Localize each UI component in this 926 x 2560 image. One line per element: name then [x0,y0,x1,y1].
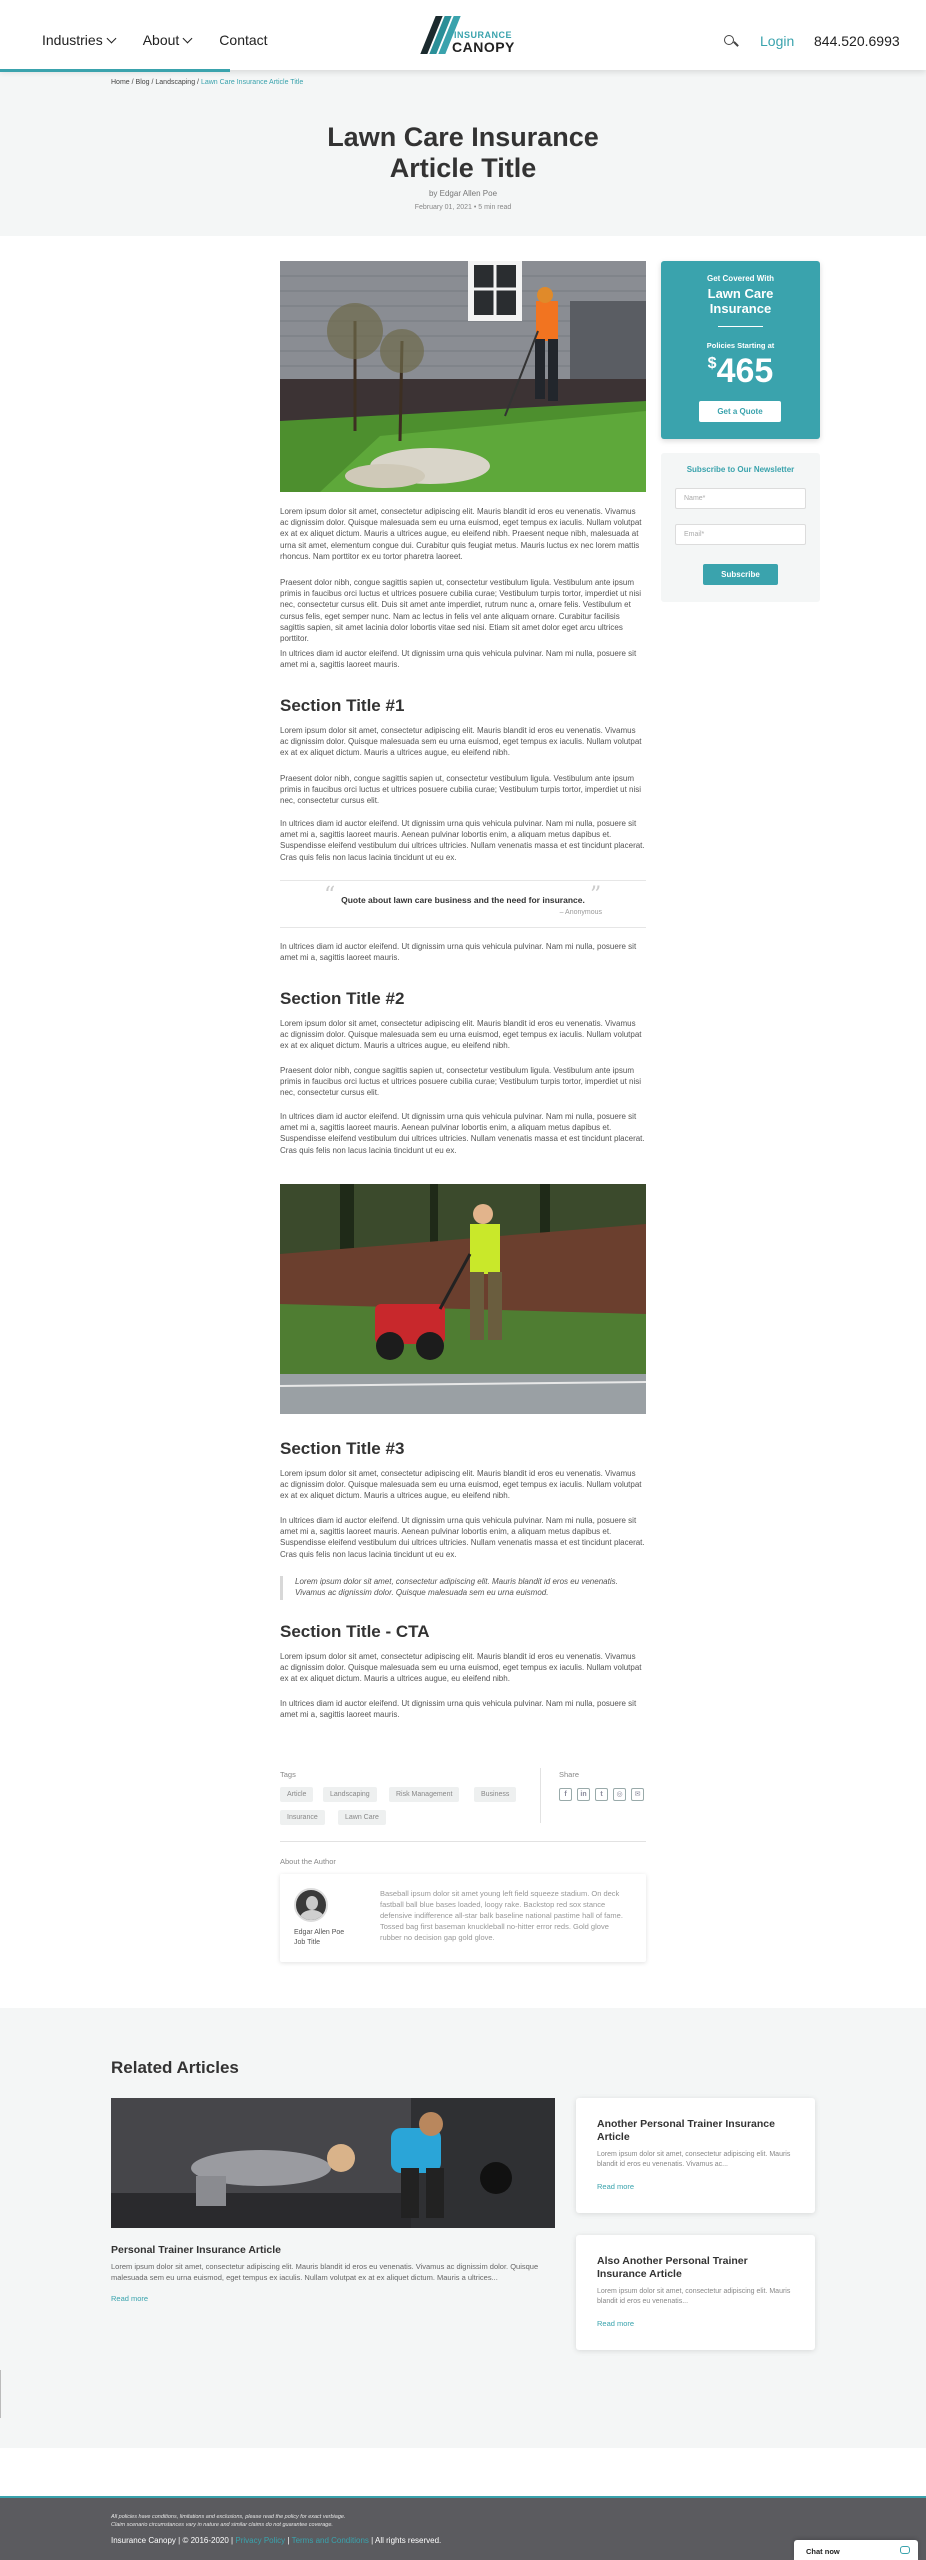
intro-paragraph-3: In ultrices diam id auctor eleifend. Ut dignissim urna quis vehicula pulvinar. Nam mi nulla, posuere sit amet mi a, sagittis laoreet mauris. [280,649,637,670]
nav-industries[interactable]: Industries [42,32,115,48]
chat-label: Chat now [806,2547,840,2556]
search-icon[interactable] [724,35,738,49]
intro-paragraph-1: Lorem ipsum dolor sit amet, consectetur adipiscing elit. Mauris blandit id eros eu venenatis. Vivamus ac dignissim dolor. Quisque malesuada sem eu urna euismod, eget tempus ex iaculis. Nullam volutpat ex at ex aliquet dictum. Mauris a ultrices augue, eu eleifend nibh. Praesent neque nibh, malesuada at urna sit amet, elementum congue dui. Curabitur quis feugiat metus. Mauris luctus ex nec lorem mattis rhoncus. Nam porttitor ex eu tortor pharetra laoreet. [280,507,642,561]
tag-chip[interactable]: Landscaping [323,1787,377,1802]
section-1-paragraph-2: Praesent dolor nibh, congue sagittis sapien ut, consectetur vestibulum ligula. Vestibulum ante ipsum primis in faucibus orci luctus et ultrices posuere cubilia curae; Vestibulum turpis tortor, imperdiet ut nisi nec, consectetur cursus elit. [280,774,642,806]
logo-mark [424,16,454,54]
read-more-link[interactable]: Read more [111,2294,149,2303]
facebook-icon[interactable]: f [559,1788,572,1801]
section-2-paragraph-1: Lorem ipsum dolor sit amet, consectetur adipiscing elit. Mauris blandit id eros eu venenatis. Vivamus ac dignissim dolor. Quisque malesuada sem eu urna euismod, eget tempus ex iaculis. Nullam volutpat ex at ex aliquet dictum. Mauris a ultrices augue, eu eleifend nibh. [280,1019,642,1051]
section-2-paragraph-3: In ultrices diam id auctor eleifend. Ut dignissim urna quis vehicula pulvinar. Nam mi nulla, posuere sit amet mi a, sagittis laoreet mauris. Aenean pulvinar lobortis enim, a aliquam metus dapibus et. Suspendisse eleifend vestibulum dui ultrices ultricies. Nullam venenatis massa et est tincidunt placerat. Cras quis felis non lacus lacinia tincidunt ut eu ex. [280,1112,645,1155]
instagram-icon[interactable]: ◎ [613,1788,626,1801]
article-date: February 01, 2021 • 5 min read [414,204,512,211]
related-card[interactable] [576,2098,815,2213]
tags-share-divider [540,1768,541,1823]
author-card [280,1874,646,1962]
privacy-policy-link[interactable]: Privacy Policy [235,2536,286,2545]
inline-blockquote: Lorem ipsum dolor sit amet, consectetur adipiscing elit. Mauris blandit id eros eu venenatis. Vivamus ac dignissim dolor. Quisque malesuada sem eu urna euismod. [280,1576,646,1600]
terms-link[interactable]: Terms and Conditions [291,2536,369,2545]
related-main-excerpt: Lorem ipsum dolor sit amet, consectetur adipiscing elit. Mauris blandit id eros eu venenatis. Vivamus ac dignissim dolor. Quisque malesuada sem eu urna euismod, eget tempus ex iaculis. Nullam volutpat ex at ex aliquet dictum. Mauris a ultrices... [111,2262,539,2282]
read-more-link[interactable]: Read more [597,2182,635,2191]
tag-chip[interactable]: Insurance [280,1810,325,1825]
tag-chip[interactable]: Business [474,1787,516,1802]
chevron-down-icon [106,33,116,43]
related-card-excerpt: Lorem ipsum dolor sit amet, consectetur adipiscing elit. Mauris blandit id eros eu venenatis... [597,2288,791,2305]
chat-bubble-icon [900,2546,910,2554]
related-card-excerpt: Lorem ipsum dolor sit amet, consectetur adipiscing elit. Mauris blandit id eros eu venenatis. Vivamus ac... [597,2151,791,2168]
breadcrumb: Home / Blog / Landscaping / Lawn Care Insurance Article Title [111,79,304,86]
read-more-link[interactable]: Read more [597,2319,635,2328]
get-a-quote-button[interactable]: Get a Quote [699,401,781,422]
chevron-down-icon [183,33,193,43]
pull-quote [280,880,646,928]
author-bio: Baseball ipsum dolor sit amet young left field squeeze stadium. On deck fastball ball blue bases loaded, loogy rake. Backstop red sox stance defensive indifference all-star balk baseline national pastime hall of fame. Tossed bag first baseman knuckleball no-hitter error reds. Gold glove rubber no decision gap gold glove. [380,1889,623,1942]
share-buttons [559,1788,644,1801]
footer-copyright: Insurance Canopy | © 2016-2020 | Privacy Policy | Terms and Conditions | All rights reserved. [111,2536,442,2545]
pull-quote-text: Quote about lawn care business and the need for insurance. [341,895,585,905]
related-card-title[interactable]: Another Personal Trainer Insurance Article [597,2118,775,2143]
breadcrumb-category[interactable]: Landscaping [155,79,196,86]
nav-contact[interactable]: Contact [219,32,268,48]
main-nav [42,32,268,48]
login-link[interactable]: Login [760,33,795,49]
close-quote-icon: ” [590,883,602,908]
quote-cta-card: Get Covered With Lawn Care Insurance Policies Starting at $465 Get a Quote [661,261,820,439]
tag-chip[interactable]: Risk Management [389,1787,459,1802]
related-card-title[interactable]: Also Another Personal Trainer Insurance Article [597,2255,748,2280]
avatar [294,1888,328,1922]
section-title-3: Section Title #3 [280,1439,405,1458]
section-3-paragraph-1: Lorem ipsum dolor sit amet, consectetur adipiscing elit. Mauris blandit id eros eu venenatis. Vivamus ac dignissim dolor. Quisque malesuada sem eu urna euismod, eget tempus ex iaculis. Nullam volutpat ex at ex aliquet dictum. Mauris a ultrices augue, eu eleifend nibh. [280,1469,642,1501]
lawn-worker-image [280,261,646,492]
personal-trainer-image[interactable] [111,2098,555,2228]
linkedin-icon[interactable]: in [577,1788,590,1801]
section-3-paragraph-2: In ultrices diam id auctor eleifend. Ut dignissim urna quis vehicula pulvinar. Nam mi nulla, posuere sit amet mi a, sagittis laoreet mauris. Aenean pulvinar lobortis enim, a aliquam metus dapibus et. Suspendisse eleifend vestibulum dui ultrices ultricies. Nullam venenatis massa et est tincidunt placerat. Cras quis felis non lacus lacinia tincidunt ut eu ex. [280,1516,645,1559]
newsletter-title: Subscribe to Our Newsletter [686,465,795,474]
cta-title: Lawn Care Insurance [707,286,774,316]
pull-quote-author: – Anonymous [559,909,602,916]
chat-widget[interactable] [794,2540,918,2560]
twitter-icon[interactable]: t [595,1788,608,1801]
newsletter-name-input[interactable]: Name* [675,488,806,509]
related-main-title[interactable]: Personal Trainer Insurance Article [111,2244,282,2256]
meta-divider [280,1841,646,1842]
about-author-label: About the Author [280,1857,336,1866]
related-card[interactable] [576,2235,815,2350]
tag-chip[interactable]: Article [280,1787,313,1802]
breadcrumb-blog[interactable]: Blog [135,79,150,86]
intro-paragraph-2: Praesent dolor nibh, congue sagittis sapien ut, consectetur vestibulum ligula. Vestibulum ante ipsum primis in faucibus orci luctus et ultrices posuere cubilia curae; Vestibulum turpis tortor, imperdiet ut nisi nec, consectetur cursus elit. Duis sit amet ante imperdiet, rutrum nunc a, ornare felis. Vestibulum et cursus felis, eget semper nunc. Nam ac lectus in felis vel ante aliquam ornare. Curabitur facilisis sagittis sapien, sit amet lacinia dolor lobortis vitae sed nisi. Etiam sit amet dolor eget arcu ultrices porttitor. [280,578,642,644]
lawn-mower-image [280,1184,646,1414]
related-articles-section [0,2008,926,2448]
insurance-canopy-logo[interactable]: INSURANCE CANOPY [422,14,508,56]
footer-accent-line [0,2496,926,2498]
section-1-paragraph-1: Lorem ipsum dolor sit amet, consectetur adipiscing elit. Mauris blandit id eros eu venenatis. Vivamus ac dignissim dolor. Quisque malesuada sem eu urna euismod, eget tempus ex iaculis. Nullam volutpat ex at ex aliquet dictum. Mauris a ultrices augue, eu eleifend nibh. [280,726,642,758]
article-author: by Edgar Allen Poe [428,189,498,198]
newsletter-card [661,453,820,602]
header-accent-bar [0,69,230,72]
footer-disclaimer: All policies have conditions, limitations and exclusions, please read the policy for exact verbiage. Claim scenario circumstances vary in nature and similar claims do not guarantee coverage. [111,2514,346,2528]
nav-about[interactable]: About [143,32,192,48]
page-edge-marker [0,2370,1,2418]
phone-number[interactable]: 844.520.6993 [814,33,900,49]
breadcrumb-current: Lawn Care Insurance Article Title [200,79,304,86]
after-quote-paragraph: In ultrices diam id auctor eleifend. Ut dignissim urna quis vehicula pulvinar. Nam mi nulla, posuere sit amet mi a, sagittis laoreet mauris. [280,942,637,963]
breadcrumb-home[interactable]: Home [111,79,130,86]
page-title: Lawn Care Insurance Article Title [327,122,599,183]
cta-price: $465 [707,352,774,390]
tag-chip[interactable]: Lawn Care [338,1810,386,1825]
section-title-cta: Section Title - CTA [280,1622,430,1641]
section-cta-paragraph-1: Lorem ipsum dolor sit amet, consectetur adipiscing elit. Mauris blandit id eros eu venenatis. Vivamus ac dignissim dolor. Quisque malesuada sem eu urna euismod, eget tempus ex iaculis. Nullam volutpat ex at ex aliquet dictum. Mauris a ultrices augue, eu eleifend nibh. [280,1652,642,1684]
newsletter-email-input[interactable]: Email* [675,524,806,545]
article-hero [0,70,926,236]
section-title-1: Section Title #1 [280,696,405,715]
section-cta-paragraph-2: In ultrices diam id auctor eleifend. Ut dignissim urna quis vehicula pulvinar. Nam mi nulla, posuere sit amet mi a, sagittis laoreet mauris. [280,1699,637,1720]
section-1-paragraph-3: In ultrices diam id auctor eleifend. Ut dignissim urna quis vehicula pulvinar. Nam mi nulla, posuere sit amet mi a, sagittis laoreet mauris. Aenean pulvinar lobortis enim, a aliquam metus dapibus et. Suspendisse eleifend vestibulum dui ultrices ultricies. Nullam venenatis massa et est tincidunt placerat. Cras quis felis non lacus lacinia tincidunt ut eu ex. [280,819,645,862]
section-2-paragraph-2: Praesent dolor nibh, congue sagittis sapien ut, consectetur vestibulum ligula. Vestibulum ante ipsum primis in faucibus orci luctus et ultrices posuere cubilia curae; Vestibulum turpis tortor, imperdiet ut nisi nec, consectetur cursus elit. [280,1066,642,1098]
email-icon[interactable]: ✉ [631,1788,644,1801]
site-header [0,0,926,70]
subscribe-button[interactable]: Subscribe [703,564,778,585]
related-heading: Related Articles [111,2058,239,2077]
site-footer [0,2496,926,2560]
share-label: Share [559,1770,580,1779]
open-quote-icon: “ [324,883,336,908]
tags-label: Tags [280,1770,296,1779]
author-name-block: Edgar Allen Poe Job Title [294,1929,345,1946]
section-title-2: Section Title #2 [280,989,405,1008]
cta-divider [718,326,763,327]
